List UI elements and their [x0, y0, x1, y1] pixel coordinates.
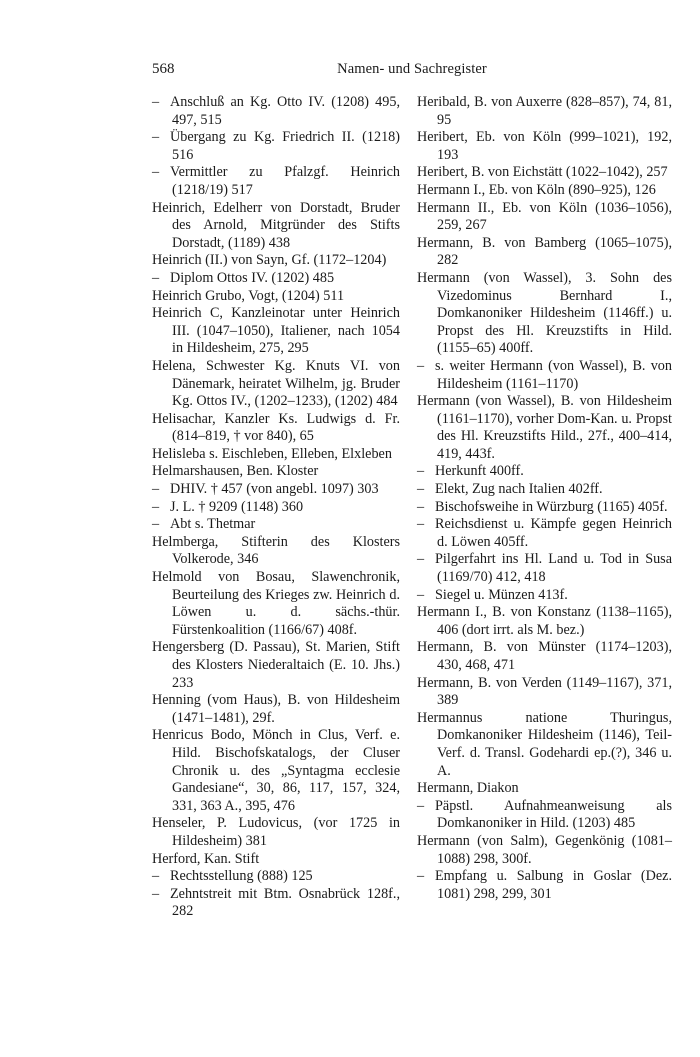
entry-text: Hermannus natione Thuringus, Domkanoniker Hildesheim (1146), Teil-Verf. d. Transl. Godehardi ep.(?), 346 u. A. [417, 709, 672, 779]
entry-text: Helmarshausen, Ben. Kloster [152, 463, 319, 480]
index-subentry [417, 463, 672, 481]
index-entry [152, 727, 400, 815]
entry-text: Hermann, B. von Verden (1149–1167), 371, 389 [417, 674, 672, 709]
entry-text: Heinrich, Edelherr von Dorstadt, Bruder des Arnold, Mitgründer des Stifts Dorstadt, (1189) 438 [152, 199, 400, 251]
index-entry [152, 851, 400, 869]
entry-text: Reichsdienst u. Kämpfe gegen Heinrich d. Löwen 405ff. [435, 516, 672, 550]
entry-text: Helisachar, Kanzler Ks. Ludwigs d. Fr. (814–819, † vor 840), 65 [152, 410, 400, 445]
index-entry [152, 815, 400, 850]
index-column-left [152, 94, 400, 921]
entry-text: Hengersberg (D. Passau), St. Marien, Stift des Klosters Niederaltaich (E. 10. Jhs.) 233 [152, 639, 400, 691]
running-title: Namen- und Sachregister [337, 61, 487, 77]
index-subentry [152, 481, 400, 499]
entry-text: Henseler, P. Ludovicus, (vor 1725 in Hildesheim) 381 [152, 815, 400, 849]
subentry-dash: – [417, 551, 425, 568]
subentry-dash: – [152, 481, 160, 498]
entry-text: Rechtsstellung (888) 125 [170, 868, 313, 885]
entry-text: Hermann (von Wassel), B. von Hildesheim (1161–1170), vorher Dom-Kan. u. Propst des Hl. Kreuzstifts Hild., 27f., 400–414, 419, 443f. [417, 393, 672, 462]
index-entry [152, 446, 400, 464]
index-subentry [417, 358, 672, 393]
index-entry [152, 639, 400, 692]
index-entry [417, 129, 672, 164]
index-entry [152, 692, 400, 727]
index-entry [152, 463, 400, 481]
entry-text: Hermann, B. von Münster (1174–1203), 430, 468, 471 [417, 639, 672, 673]
subentry-dash: – [417, 797, 425, 814]
index-subentry [417, 587, 672, 605]
entry-text: Henning (vom Haus), B. von Hildesheim (1471–1481), 29f. [152, 692, 400, 726]
index-entry [417, 780, 672, 798]
entry-text: J. L. † 9209 (1148) 360 [170, 498, 304, 515]
entry-text: Bischofsweihe in Würzburg (1165) 405f. [435, 498, 668, 515]
subentry-dash: – [417, 481, 425, 498]
entry-text: Heinrich C, Kanzleinotar unter Heinrich III. (1047–1050), Italiener, nach 1054 in Hildesheim, 275, 295 [152, 305, 400, 357]
entry-text: Herkunft 400ff. [435, 463, 524, 480]
index-entry [417, 94, 672, 129]
index-entry [417, 270, 672, 358]
entry-text: Helisleba s. Eischleben, Elleben, Elxleben [152, 445, 392, 462]
index-entry [417, 182, 672, 200]
entry-text: Diplom Ottos IV. (1202) 485 [170, 269, 335, 286]
index-entry [417, 675, 672, 710]
entry-text: Herford, Kan. Stift [152, 850, 260, 867]
index-entry [152, 569, 400, 639]
entry-text: Hermann, Diakon [417, 780, 519, 797]
index-entry [152, 288, 400, 306]
index-entry [417, 200, 672, 235]
index-subentry [417, 499, 672, 517]
index-entry [417, 710, 672, 780]
index-subentry [152, 499, 400, 517]
index-subentry [152, 129, 400, 164]
entry-text: Hermann (von Salm), Gegenkönig (1081–1088) 298, 300f. [417, 832, 672, 867]
entry-text: Zehntstreit mit Btm. Osnabrück 128f., 282 [170, 885, 400, 920]
subentry-dash: – [152, 164, 160, 181]
entry-text: Hermann (von Wassel), 3. Sohn des Vizedominus Bernhard I., Domkanoniker Hildesheim (1146ff.) u. Propst des Hl. Kreuzstifts in Hild. (1155–65) 400ff. [417, 269, 672, 357]
index-entry [152, 252, 400, 270]
index-subentry [417, 798, 672, 833]
index-subentry [152, 94, 400, 129]
subentry-dash: – [417, 586, 425, 603]
index-subentry [417, 481, 672, 499]
subentry-dash: – [417, 463, 425, 480]
index-entry [417, 604, 672, 639]
entry-text: Päpstl. Aufnahmeanweisung als Domkanoniker in Hild. (1203) 485 [435, 797, 672, 832]
entry-text: DHIV. † 457 (von angebl. 1097) 303 [170, 481, 379, 498]
entry-text: Heribert, B. von Eichstätt (1022–1042), 257 [417, 164, 668, 181]
entry-text: Helena, Schwester Kg. Knuts VI. von Dänemark, heiratet Wilhelm, jg. Bruder Kg. Ottos IV., (1202–1233), (1202) 484 [152, 357, 400, 410]
subentry-dash: – [152, 516, 160, 533]
entry-text: Heribald, B. von Auxerre (828–857), 74, 81, 95 [417, 94, 672, 128]
page-header [152, 61, 672, 85]
entry-text: Heinrich (II.) von Sayn, Gf. (1172–1204) [152, 252, 387, 269]
entry-text: Henricus Bodo, Mönch in Clus, Verf. e. Hild. Bischofskatalogs, der Cluser Chronik u. des „Syntagma ecclesie Gandesiane“, 30, 86, 117, 157, 324, 331, 363 A., 395, 476 [152, 727, 400, 814]
index-entry [152, 305, 400, 358]
entry-text: Helmberga, Stifterin des Klosters Volkerode, 346 [152, 533, 400, 568]
entry-text: Empfang u. Salbung in Goslar (Dez. 1081) 298, 299, 301 [435, 868, 672, 902]
entry-text: Vermittler zu Pfalzgf. Heinrich (1218/19) 517 [170, 164, 400, 198]
index-subentry [152, 164, 400, 199]
subentry-dash: – [417, 868, 425, 885]
index-entry [152, 358, 400, 411]
index-entry [417, 639, 672, 674]
entry-text: Abt s. Thetmar [170, 516, 256, 533]
subentry-dash: – [152, 498, 160, 515]
entry-text: Heribert, Eb. von Köln (999–1021), 192, 193 [417, 129, 672, 163]
subentry-dash: – [152, 868, 160, 885]
subentry-dash: – [152, 885, 160, 902]
index-entry [152, 200, 400, 253]
index-subentry [152, 886, 400, 921]
index-entry [417, 164, 672, 182]
index-column-right [417, 94, 672, 903]
subentry-dash: – [417, 516, 425, 533]
entry-text: Hermann I., Eb. von Köln (890–925), 126 [417, 181, 656, 198]
entry-text: s. weiter Hermann (von Wassel), B. von Hildesheim (1161–1170) [435, 357, 672, 392]
entry-text: Siegel u. Münzen 413f. [435, 586, 568, 603]
index-entry [152, 411, 400, 446]
subentry-dash: – [417, 498, 425, 515]
entry-text: Übergang zu Kg. Friedrich II. (1218) 516 [170, 129, 400, 163]
entry-text: Anschluß an Kg. Otto IV. (1208) 495, 497, 515 [170, 94, 400, 128]
subentry-dash: – [152, 94, 160, 110]
entry-text: Heinrich Grubo, Vogt, (1204) 511 [152, 287, 345, 304]
index-entry [152, 534, 400, 569]
index-subentry [417, 868, 672, 903]
index-entry [417, 393, 672, 463]
subentry-dash: – [417, 357, 425, 374]
subentry-dash: – [152, 269, 160, 286]
index-subentry [417, 551, 672, 586]
index-entry [417, 235, 672, 270]
entry-text: Hermann II., Eb. von Köln (1036–1056), 259, 267 [417, 199, 672, 234]
subentry-dash: – [152, 129, 160, 146]
entry-text: Hermann I., B. von Konstanz (1138–1165), 406 (dort irrt. als M. bez.) [417, 604, 672, 638]
entry-text: Hermann, B. von Bamberg (1065–1075), 282 [417, 234, 672, 269]
entry-text: Helmold von Bosau, Slawenchronik, Beurteilung des Krieges zw. Heinrich d. Löwen u. d. sächs.-thür. Fürstenkoalition (1166/67) 408f. [152, 569, 400, 638]
page-number: 568 [152, 61, 175, 77]
index-entry [417, 833, 672, 868]
index-subentry [152, 868, 400, 886]
index-subentry [152, 270, 400, 288]
entry-text: Elekt, Zug nach Italien 402ff. [435, 481, 603, 498]
entry-text: Pilgerfahrt ins Hl. Land u. Tod in Susa (1169/70) 412, 418 [435, 551, 672, 586]
index-subentry [417, 516, 672, 551]
index-subentry [152, 516, 400, 534]
